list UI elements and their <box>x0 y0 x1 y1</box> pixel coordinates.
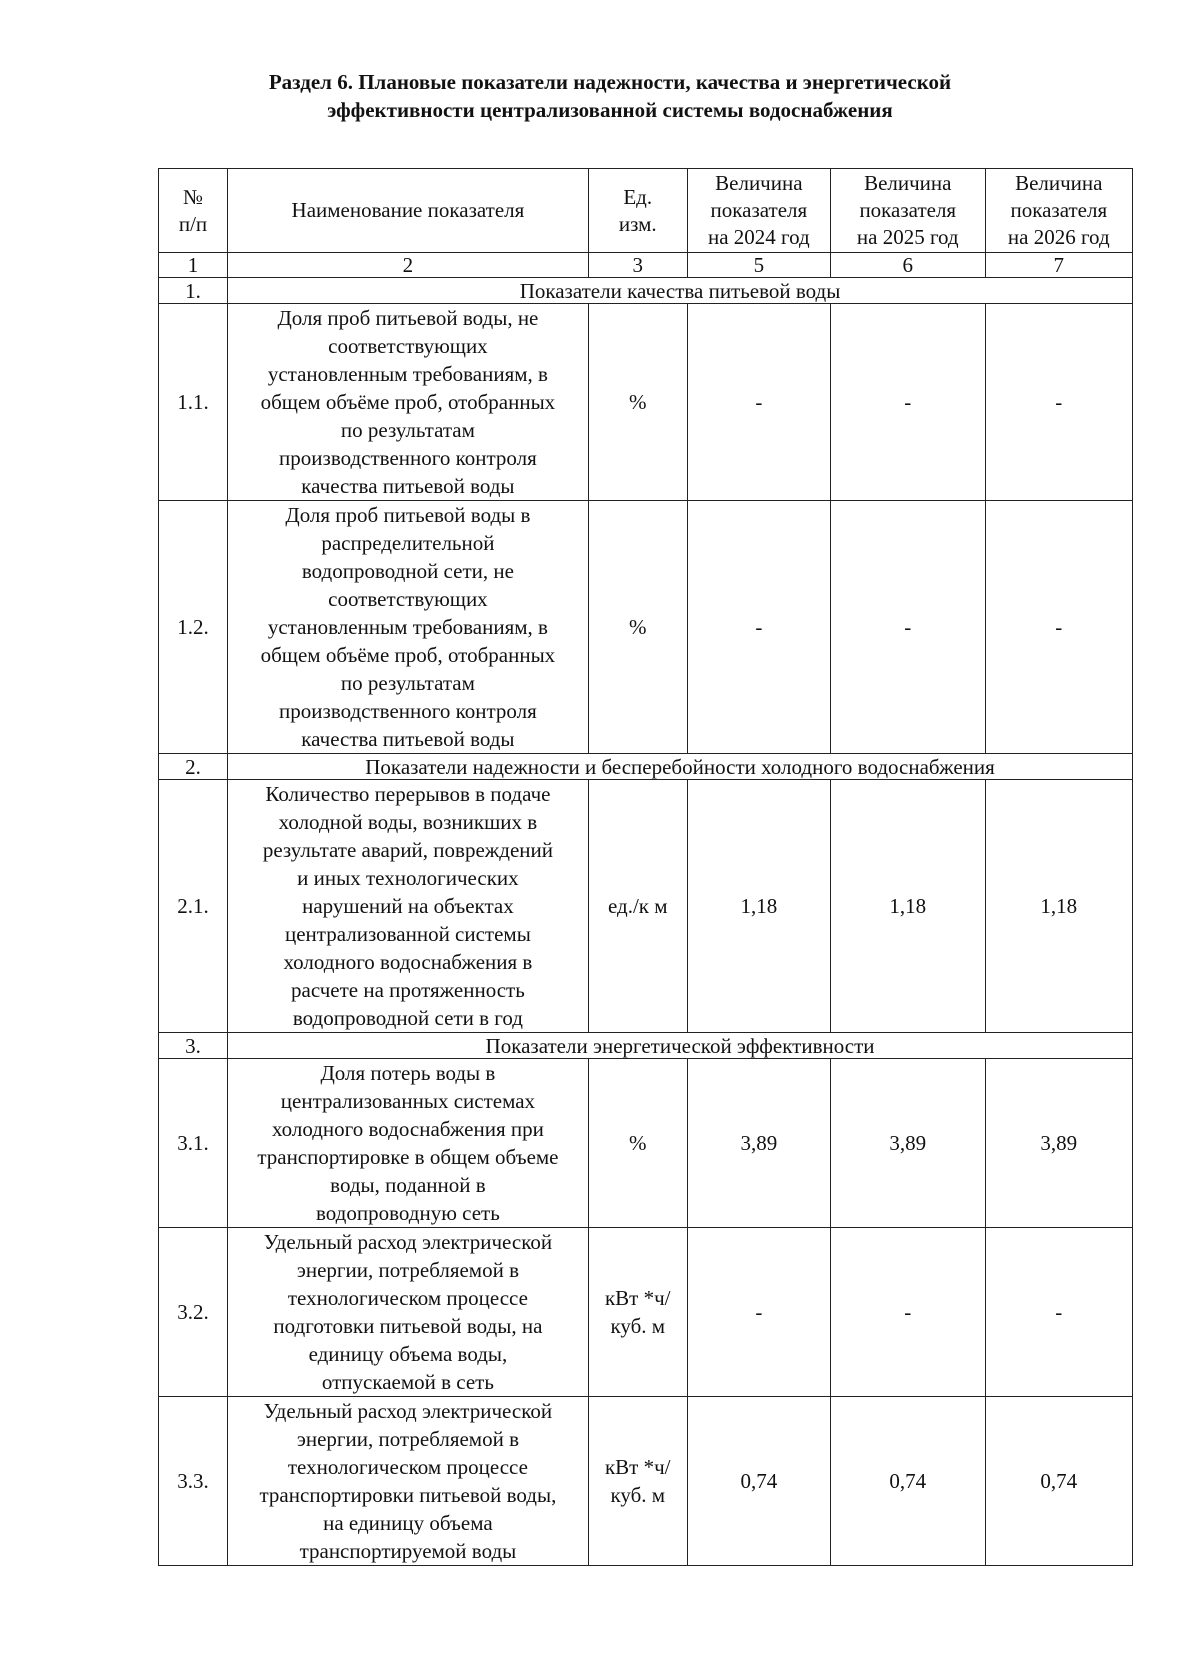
unit <box>588 1397 687 1566</box>
indicator-name-line: централизованной системы <box>285 922 531 946</box>
unit <box>588 304 687 501</box>
indicator-name-line: централизованных системах <box>280 1089 536 1113</box>
indicator-row <box>159 501 1133 754</box>
value-2025: 0,74 <box>830 1397 985 1566</box>
value-2024: 1,18 <box>687 780 830 1033</box>
indicator-row <box>159 780 1133 1033</box>
header-2026-line: на 2026 год <box>1007 225 1110 249</box>
indicator-name-line: по результатам <box>340 418 475 442</box>
header-2025-line: на 2025 год <box>856 225 959 249</box>
header-name: Наименование показателя <box>228 169 589 253</box>
header-2025-line: Величина <box>864 171 952 195</box>
column-number: 1 <box>159 253 228 278</box>
indicator-name <box>228 304 589 501</box>
indicator-name-line: распределительной <box>321 531 495 555</box>
row-number: 3.1. <box>159 1059 228 1228</box>
indicator-name-line: водопроводной сети, не <box>301 559 514 583</box>
value-2024: - <box>687 501 830 754</box>
column-number: 7 <box>985 253 1132 278</box>
indicator-name-line: технологическом процессе <box>287 1455 528 1479</box>
value-2026: 3,89 <box>985 1059 1132 1228</box>
unit-line: ед./к м <box>607 894 668 918</box>
indicator-name-line: установленным требованиям, в <box>267 615 548 639</box>
indicator-name-line: соответствующих <box>328 334 488 358</box>
value-2026: - <box>985 1228 1132 1397</box>
unit <box>588 1059 687 1228</box>
indicator-name <box>228 1228 589 1397</box>
indicator-name-line: качества питьевой воды <box>301 474 515 498</box>
header-2024 <box>687 169 830 253</box>
header-num-line: п/п <box>178 211 208 236</box>
indicator-name-line: водопроводной сети в год <box>292 1006 523 1030</box>
unit-line: куб. м <box>610 1314 666 1338</box>
indicator-name <box>228 1397 589 1566</box>
indicator-name-line: энергии, потребляемой в <box>296 1427 520 1451</box>
header-num <box>159 169 228 253</box>
header-2024-line: показателя <box>710 198 808 222</box>
indicator-row <box>159 304 1133 501</box>
indicator-name-line: подготовки питьевой воды, на <box>273 1314 543 1338</box>
section-row <box>159 754 1133 780</box>
indicator-name-line: установленным требованиям, в <box>267 362 548 386</box>
section-number: 3. <box>159 1033 228 1059</box>
header-unit-line: Ед. <box>623 184 653 209</box>
section-title: Показатели качества питьевой воды <box>228 278 1133 304</box>
row-number: 1.1. <box>159 304 228 501</box>
indicator-name <box>228 1059 589 1228</box>
title-line-2: эффективности централизованной системы водоснабжения <box>327 98 893 122</box>
row-number: 3.2. <box>159 1228 228 1397</box>
unit-line: % <box>629 615 647 639</box>
unit <box>588 1228 687 1397</box>
column-number: 6 <box>830 253 985 278</box>
value-2024: - <box>687 304 830 501</box>
indicator-name-line: общем объёме проб, отобранных <box>260 390 556 414</box>
header-num-line: № <box>183 184 204 209</box>
indicator-name-line: отпускаемой в сеть <box>321 1370 494 1394</box>
header-unit <box>588 169 687 253</box>
column-number: 5 <box>687 253 830 278</box>
indicator-name-line: Удельный расход электрической <box>263 1230 553 1254</box>
header-unit-line: изм. <box>618 211 657 236</box>
column-number: 2 <box>228 253 589 278</box>
indicator-name-line: Доля проб питьевой воды в <box>285 503 531 527</box>
indicator-name-line: качества питьевой воды <box>301 727 515 751</box>
indicator-name-line: технологическом процессе <box>287 1286 528 1310</box>
unit-line: % <box>629 1131 647 1155</box>
indicator-name-line: нарушений на объектах <box>302 894 514 918</box>
unit-line: кВт *ч/ <box>604 1286 671 1310</box>
indicator-name-line: воды, поданной в <box>330 1173 486 1197</box>
value-2025: - <box>830 1228 985 1397</box>
indicator-name-line: единицу объема воды, <box>308 1342 508 1366</box>
unit-line: куб. м <box>610 1483 666 1507</box>
section-title: Показатели надежности и бесперебойности холодного водоснабжения <box>228 754 1133 780</box>
value-2026: 1,18 <box>985 780 1132 1033</box>
column-number: 3 <box>588 253 687 278</box>
value-2024: - <box>687 1228 830 1397</box>
indicator-name-line: Удельный расход электрической <box>263 1399 553 1423</box>
indicator-name <box>228 501 589 754</box>
unit <box>588 780 687 1033</box>
indicator-name-line: по результатам <box>340 671 475 695</box>
value-2026: - <box>985 304 1132 501</box>
header-2026 <box>985 169 1132 253</box>
indicator-row <box>159 1397 1133 1566</box>
section-row <box>159 278 1133 304</box>
indicator-name-line: водопроводную сеть <box>316 1201 500 1225</box>
value-2025: 3,89 <box>830 1059 985 1228</box>
indicator-name-line: холодной воды, возникших в <box>278 810 538 834</box>
indicator-name-line: энергии, потребляемой в <box>296 1258 520 1282</box>
indicator-name-line: транспортируемой воды <box>299 1539 517 1563</box>
value-2026: - <box>985 501 1132 754</box>
unit <box>588 501 687 754</box>
indicator-name-line: производственного контроля <box>279 699 537 723</box>
indicator-name-line: на единицу объема <box>323 1511 493 1535</box>
indicator-name-line: производственного контроля <box>279 446 537 470</box>
value-2024: 0,74 <box>687 1397 830 1566</box>
value-2025: 1,18 <box>830 780 985 1033</box>
indicator-name-line: Доля проб питьевой воды, не <box>277 306 539 330</box>
row-number: 2.1. <box>159 780 228 1033</box>
row-number: 3.3. <box>159 1397 228 1566</box>
indicator-name-line: транспортировке в общем объеме <box>257 1145 559 1169</box>
unit-line: % <box>629 390 647 414</box>
value-2025: - <box>830 304 985 501</box>
indicator-name-line: соответствующих <box>328 587 488 611</box>
indicator-name-line: общем объёме проб, отобранных <box>260 643 556 667</box>
indicator-row <box>159 1059 1133 1228</box>
indicators-table <box>158 168 1133 1566</box>
indicator-name-line: Количество перерывов в подаче <box>265 782 551 806</box>
header-row <box>159 169 1133 253</box>
value-2024: 3,89 <box>687 1059 830 1228</box>
unit-line: кВт *ч/ <box>604 1455 671 1479</box>
header-2024-line: на 2024 год <box>707 225 810 249</box>
indicator-name-line: холодного водоснабжения при <box>271 1117 544 1141</box>
row-number: 1.2. <box>159 501 228 754</box>
header-2024-line: Величина <box>715 171 803 195</box>
header-2025 <box>830 169 985 253</box>
value-2025: - <box>830 501 985 754</box>
indicator-name-line: Доля потерь воды в <box>320 1061 496 1085</box>
title-line-1: Раздел 6. Плановые показатели надежности, качества и энергетической <box>268 70 952 94</box>
indicator-name-line: холодного водоснабжения в <box>283 950 533 974</box>
section-row <box>159 1033 1133 1059</box>
indicator-name-line: расчете на протяженность <box>291 978 525 1002</box>
indicator-name-line: результате аварий, повреждений <box>262 838 553 862</box>
indicator-row <box>159 1228 1133 1397</box>
header-2025-line: показателя <box>859 198 957 222</box>
indicator-name-line: и иных технологических <box>297 866 519 890</box>
document-title <box>150 68 1070 124</box>
indicator-name-line: транспортировки питьевой воды, <box>259 1483 557 1507</box>
header-2026-line: показателя <box>1010 198 1108 222</box>
section-number: 2. <box>159 754 228 780</box>
header-2026-line: Величина <box>1015 171 1103 195</box>
section-number: 1. <box>159 278 228 304</box>
section-title: Показатели энергетической эффективности <box>228 1033 1133 1059</box>
indicator-name <box>228 780 589 1033</box>
value-2026: 0,74 <box>985 1397 1132 1566</box>
column-numbers-row <box>159 253 1133 278</box>
